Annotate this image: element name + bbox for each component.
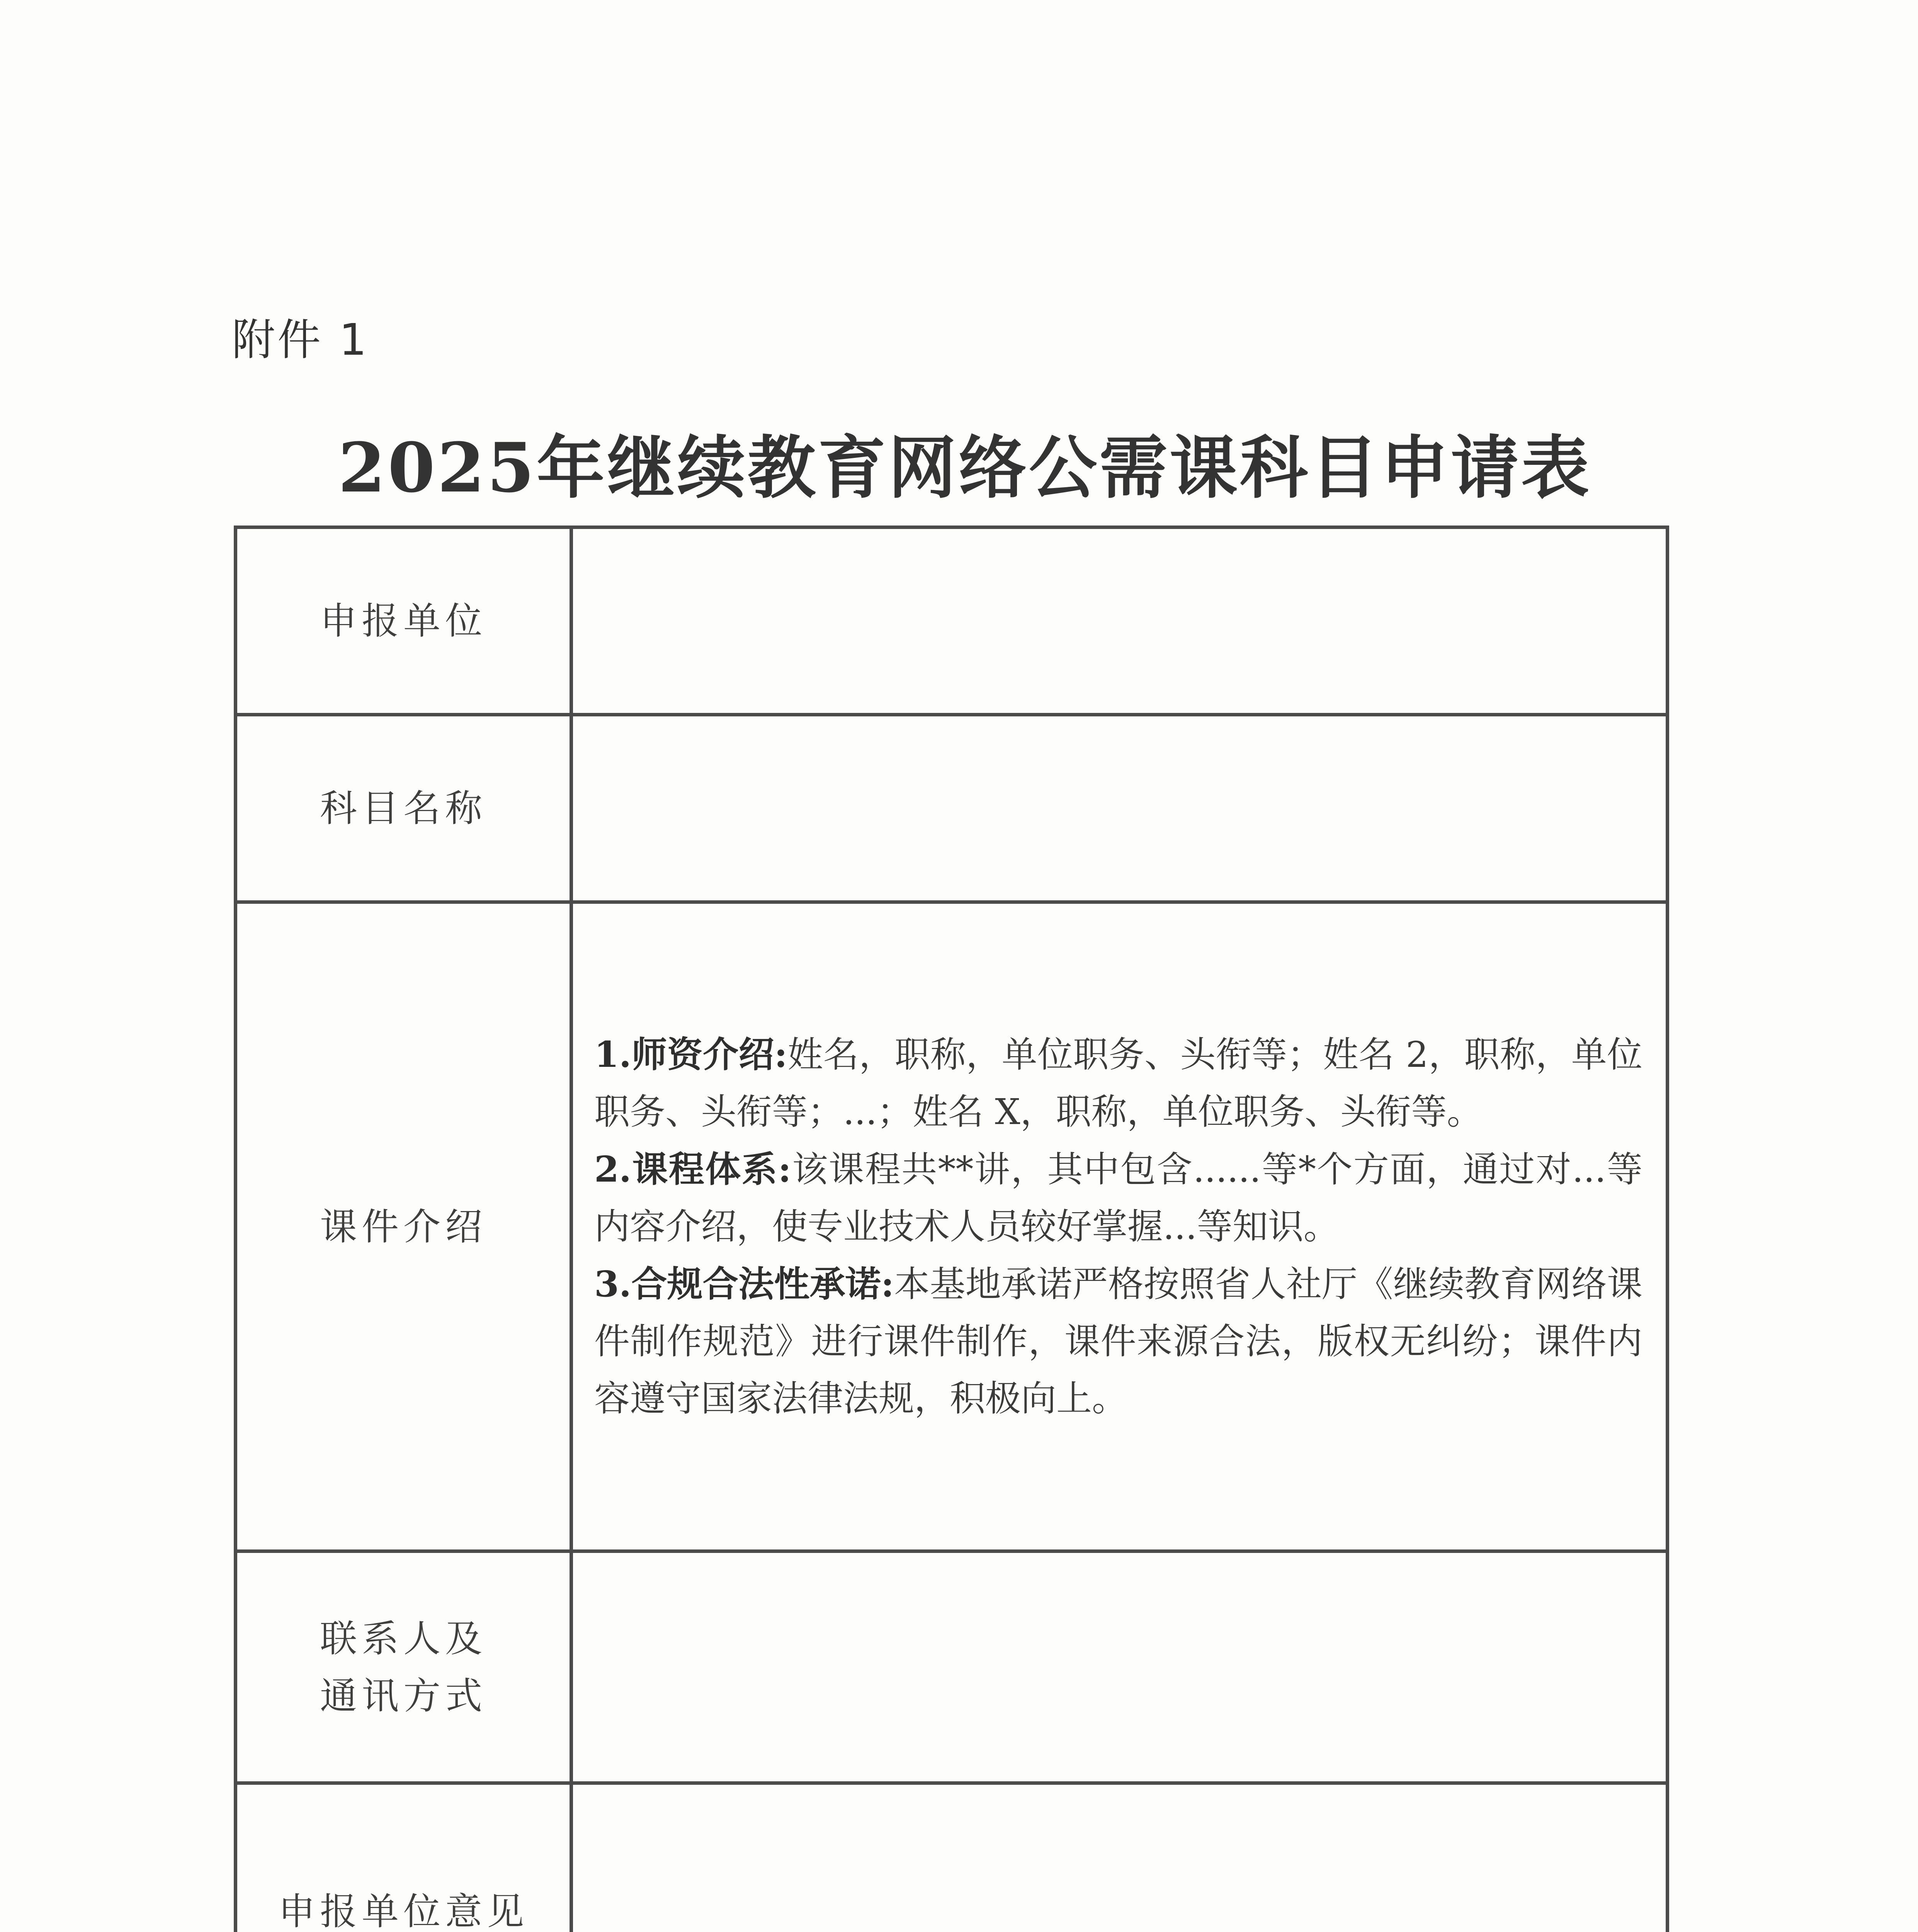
unit-opinion-label: 申报单位意见 [236, 1783, 571, 1932]
courseware-intro-field[interactable] [571, 902, 1668, 1551]
intro-item-text: 该课程共**讲，其中包含......等*个方面，通过对...等内容介绍，使专业技术人员较好掌握...等知识。 [594, 1149, 1643, 1247]
intro-item-heading: 2.课程体系: [594, 1148, 791, 1190]
courseware-intro-label: 课件介绍 [236, 902, 571, 1551]
course-name-field[interactable] [571, 715, 1668, 902]
unit-opinion-field[interactable] [571, 1783, 1668, 1932]
contact-label [236, 1551, 571, 1783]
row-reporting-unit [236, 527, 1668, 715]
reporting-unit-field[interactable] [571, 527, 1668, 715]
intro-item-heading: 3.合规合法性承诺: [594, 1263, 894, 1305]
application-form-table [234, 526, 1669, 1932]
document-title: 2025年继续教育网络公需课科目申请表 [338, 428, 1592, 508]
row-courseware-intro [236, 902, 1668, 1551]
course-name-label: 科目名称 [236, 715, 571, 902]
intro-item-teachers [594, 1026, 1643, 1141]
intro-item-text: 姓名，职称，单位职务、头衔等；姓名 2，职称，单位职务、头衔等；...；姓名 X，职称，单位职务、头衔等。 [594, 1034, 1643, 1133]
row-unit-opinion [236, 1783, 1668, 1932]
row-contact [236, 1551, 1668, 1783]
row-course-name [236, 715, 1668, 902]
contact-label-line2: 通讯方式 [320, 1674, 487, 1718]
intro-item-compliance [594, 1255, 1643, 1427]
intro-item-heading: 1.师资介绍: [594, 1034, 787, 1075]
contact-field[interactable] [571, 1551, 1668, 1783]
reporting-unit-label: 申报单位 [236, 527, 571, 715]
stamp-text [1191, 1926, 1361, 1932]
intro-item-curriculum [594, 1141, 1643, 1255]
attachment-label: 附件 1 [232, 315, 369, 365]
contact-label-line1: 联系人及 [320, 1617, 487, 1660]
courseware-intro-text [573, 1026, 1666, 1427]
intro-item-text: 本基地承诺严格按照省人社厅《继续教育网络课件制作规范》进行课件制作，课件来源合法，版权无纠纷；课件内容遵守国家法律法规，积极向上。 [594, 1264, 1643, 1419]
